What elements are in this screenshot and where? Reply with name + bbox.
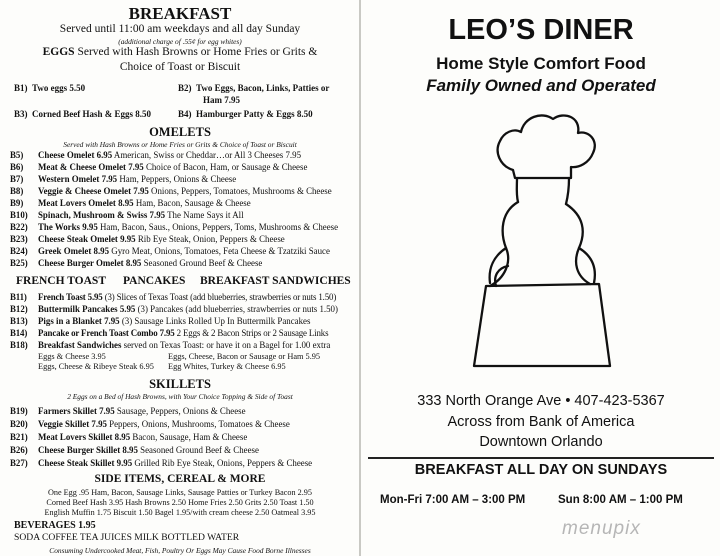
menu-item-b5: B5) Cheese Omelet 6.95 American, Swiss or Cheddar…or All 3 Cheeses 7.95 (10, 150, 302, 160)
menu-item-b1: B1) Two eggs 5.50 (14, 83, 86, 93)
menu-item-b23: B23) Cheese Steak Omelet 9.95 Rib Eye Steak, Onion, Peppers & Cheese (10, 234, 285, 244)
menu-item-b3: B3) Corned Beef Hash & Eggs 8.50 (14, 109, 151, 119)
sunday-banner: BREAKFAST ALL DAY ON SUNDAYS (414, 462, 668, 478)
menu-item-b7: B7) Western Omelet 7.95 Ham, Peppers, Onions & Cheese (10, 174, 237, 184)
menu-item-b4: B4) Hamburger Patty & Eggs 8.50 (178, 109, 313, 119)
chef-apron-icon (460, 108, 630, 372)
eggs-line1 (0, 46, 360, 58)
menu-item-b18: B18) Breakfast Sandwiches served on Texas Toast: or have it on a Bagel for 1.00 extra (10, 340, 331, 350)
menu-item-b8: B8) Veggie & Cheese Omelet 7.95 Onions, Peppers, Tomatoes, Mushrooms & Cheese (10, 186, 332, 196)
eggs-desc: Served with Hash Browns or Home Fries or Grits & (77, 46, 318, 58)
menu-item-b20: B20) Veggie Skillet 7.95 Peppers, Onions, Mushrooms, Tomatoes & Cheese (10, 419, 290, 429)
menu-item-b25: B25) Cheese Burger Omelet 8.95 Seasoned Ground Beef & Cheese (10, 258, 263, 268)
menu-item-b24: B24) Greek Omelet 8.95 Gyro Meat, Onions, Tomatoes, Feta Cheese & Tzatziki Sauce (10, 246, 330, 256)
menu-item-b12: B12) Buttermilk Pancakes 5.95 (3) Pancakes (add blueberries, strawberries or nuts 1.50) (10, 304, 338, 314)
sides-line: Corned Beef Hash 3.95 Hash Browns 2.50 Home Fries 2.50 Grits 2.50 Toast 1.50 (46, 498, 314, 507)
menu-item-b22: B22) The Works 9.95 Ham, Bacon, Saus., Onions, Peppers, Toms, Mushrooms & Cheese (10, 222, 339, 232)
sandwich-option: Eggs & Cheese 3.95 (38, 352, 106, 361)
menu-item-b14: B14) Pancake or French Toast Combo 7.95 2 Eggs & 2 Bacon Strips or 2 Sausage Links (10, 328, 329, 338)
menu-item-b13: B13) Pigs in a Blanket 7.95 (3) Sausage Links Rolled Up In Buttermilk Pancakes (10, 316, 311, 326)
sides-title: SIDE ITEMS, CEREAL & MORE (94, 473, 266, 485)
divider (368, 457, 714, 459)
food-warning: Consuming Undercooked Meat, Fish, Poultry Or Eggs May Cause Food Borne Illnesses (49, 546, 311, 555)
sandwich-option: Egg Whites, Turkey & Cheese 6.95 (168, 362, 286, 371)
pancakes-heading: PANCAKES (123, 275, 186, 287)
eggs-line2: Choice of Toast or Biscuit (119, 61, 241, 73)
breakfast-title: BREAKFAST (128, 4, 232, 23)
menu-item-b21: B21) Meat Lovers Skillet 8.95 Bacon, Sausage, Ham & Cheese (10, 432, 248, 442)
skillets-note: 2 Eggs on a Bed of Hash Browns, with Your Choice Topping & Side of Toast (67, 392, 293, 401)
omelets-note: Served with Hash Browns or Home Fries or Grits & Choice of Toast or Biscuit (63, 140, 297, 149)
menu-item-b9: B9) Meat Lovers Omelet 8.95 Ham, Bacon, Sausage & Cheese (10, 198, 251, 208)
tagline-family: Family Owned and Operated (426, 76, 656, 95)
menu-cover-page (362, 0, 720, 556)
sandwiches-heading: BREAKFAST SANDWICHES (200, 275, 351, 287)
watermark: menupix (562, 518, 641, 539)
menu-item-b11: B11) French Toast 5.95 (3) Slices of Texas Toast (add blueberries, strawberries or nuts 1.50) (10, 292, 337, 302)
menu-item-b26: B26) Cheese Burger Skillet 8.95 Seasoned Ground Beef & Cheese (10, 445, 259, 455)
beverages-list: SODA COFFEE TEA JUICES MILK BOTTLED WATER (14, 532, 240, 543)
menu-item-b2: B2) Two Eggs, Bacon, Links, Patties or (178, 83, 330, 93)
sides-line: One Egg .95 Ham, Bacon, Sausage Links, Sausage Patties or Turkey Bacon 2.95 (47, 488, 312, 497)
menu-item-b6: B6) Meat & Cheese Omelet 7.95 Choice of Bacon, Ham, or Sausage & Cheese (10, 162, 308, 172)
location-area: Downtown Orlando (479, 434, 603, 450)
diner-name: LEO’S DINER (448, 14, 634, 46)
menu-item-b27: B27) Cheese Steak Skillet 9.95 Grilled Rib Eye Steak, Onions, Peppers & Cheese (10, 458, 313, 468)
location-note: Across from Bank of America (447, 414, 635, 430)
eggs-bold: EGGS (42, 46, 75, 58)
tagline-comfort-food: Home Style Comfort Food (436, 54, 646, 73)
address-phone: 333 North Orange Ave • 407-423-5367 (417, 393, 665, 409)
menu-item-b19: B19) Farmers Skillet 7.95 Sausage, Peppers, Onions & Cheese (10, 406, 246, 416)
sandwich-option: Eggs, Cheese, Bacon or Sausage or Ham 5.95 (168, 352, 321, 361)
french-toast-heading: FRENCH TOAST (16, 275, 107, 287)
sides-line: English Muffin 1.75 Biscuit 1.50 Bagel 1.95/with cream cheese 2.50 Oatmeal 3.95 (44, 508, 316, 517)
hours-weekday: Mon-Fri 7:00 AM – 3:00 PM (380, 494, 526, 506)
breakfast-served: Served until 11:00 am weekdays and all day Sunday (59, 23, 301, 35)
omelets-title: OMELETS (149, 125, 211, 139)
menu-item-b10: B10) Spinach, Mushroom & Swiss 7.95 The Name Says it All (10, 210, 244, 220)
sandwich-option: Eggs, Cheese & Ribeye Steak 6.95 (38, 362, 154, 371)
beverages-title: BEVERAGES 1.95 (14, 520, 96, 531)
breakfast-note: (additional charge of .55¢ for egg whites) (118, 37, 242, 46)
hours-sunday: Sun 8:00 AM – 1:00 PM (558, 494, 683, 506)
menu-item-b2-cont: Ham 7.95 (203, 95, 240, 105)
skillets-title: SKILLETS (149, 377, 211, 391)
